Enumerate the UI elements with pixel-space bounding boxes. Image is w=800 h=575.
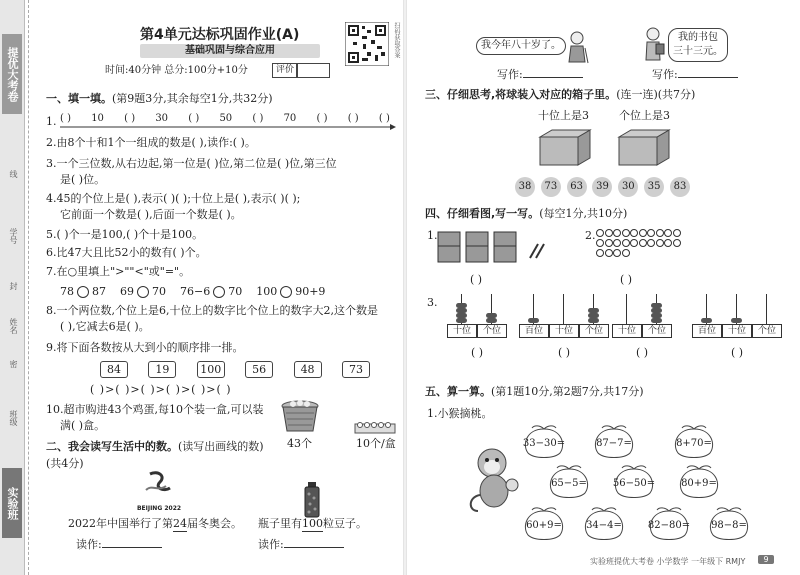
counting-circle <box>639 239 647 247</box>
peach-expression: 8+70= <box>676 438 712 449</box>
number-line-blank[interactable]: ( ) <box>188 113 200 124</box>
abacus-bead <box>588 313 599 318</box>
read-label-2: 读作: <box>258 538 344 552</box>
compare-circle[interactable] <box>77 286 89 298</box>
abacus-bead <box>456 308 467 313</box>
peach[interactable] <box>520 507 568 541</box>
abacus-answer[interactable]: ( ) <box>557 346 571 359</box>
counting-circle <box>673 239 681 247</box>
number-card: 84 <box>100 361 128 378</box>
number-line-blank[interactable]: ( ) <box>60 113 71 124</box>
compare-left: 100 <box>256 285 278 298</box>
abacus-bead <box>486 313 497 318</box>
egg-box-image <box>354 420 396 434</box>
q7: 7.在○里填上">""<"或"="。 <box>46 265 191 278</box>
counting-circle <box>622 239 630 247</box>
spine-seal-label: 封 <box>9 282 18 290</box>
speech-bubble-child: 我的书包 三十三元。 <box>668 28 728 62</box>
abacus-rod <box>563 294 564 324</box>
place-label: 十位 <box>447 324 477 338</box>
grandpa-image <box>565 30 589 64</box>
abacus-rod <box>766 294 767 324</box>
number-line-blank[interactable]: ( ) <box>124 113 136 124</box>
place-label: 百位 <box>692 324 722 338</box>
winter-olympics-logo: BEIJING 2022 <box>136 470 182 510</box>
place-label: 十位 <box>612 324 642 338</box>
compare-right: 70 <box>228 285 243 298</box>
number-card: 56 <box>245 361 273 378</box>
counting-circles-image <box>596 229 682 259</box>
qr-caption: 扫码获取答案 <box>393 22 400 58</box>
compare-left: 76−6 <box>180 285 211 298</box>
number-line-blank[interactable]: ( ) <box>378 113 390 124</box>
compare-left: 69 <box>120 285 134 298</box>
q4-cont[interactable]: 它前面一个数是( ),后面一个数是( )。 <box>60 208 242 221</box>
box2-label: 个位上是3 <box>619 109 670 122</box>
abacus <box>692 292 782 360</box>
page-subtitle: 基础巩固与综合应用 <box>140 44 320 58</box>
s4-q3-label: 3. <box>427 296 438 309</box>
write-label-2: 写作: <box>652 68 738 82</box>
peach-expression: 34−4= <box>586 520 622 531</box>
monkey-image <box>466 445 526 515</box>
abacus <box>519 292 609 360</box>
counting-circle <box>673 229 681 237</box>
s4-q1-label: 1. <box>427 229 438 242</box>
brand-label-bottom: 实验班 <box>2 468 22 538</box>
section5-heading: 五、算一算。(第1题10分,第2题7分,共17分) <box>425 385 644 398</box>
abacus-bead <box>528 318 539 323</box>
counting-circle <box>630 229 638 237</box>
q9: 9.将下面各数按从大到小的顺序排一排。 <box>46 341 244 354</box>
peach-group <box>520 425 747 545</box>
q8[interactable]: 8.一个两位数,个位上是6,十位上的数字比个位上的数字大2,这个数是 <box>46 304 378 317</box>
compare-circle[interactable] <box>280 286 292 298</box>
abacus-bead <box>651 313 662 318</box>
peach-expression: 87−7= <box>596 438 632 449</box>
number-line-blank[interactable]: ( ) <box>316 113 328 124</box>
peach[interactable] <box>610 465 658 499</box>
section3-heading: 三、仔细思考,将球装入对应的箱子里。(连一连)(共7分) <box>425 88 696 101</box>
q3-cont[interactable]: 是( )位。 <box>60 173 106 186</box>
counting-circle <box>613 239 621 247</box>
ball-row <box>515 177 690 199</box>
number-card: 100 <box>197 361 225 378</box>
speech-bubble-grandpa: 我今年八十岁了。 <box>476 37 566 55</box>
abacus <box>612 292 672 360</box>
counting-circle <box>596 229 604 237</box>
peach[interactable] <box>545 465 593 499</box>
olympics-sentence: 2022年中国举行了第24届冬奥会。 <box>68 517 242 530</box>
q4[interactable]: 4.45的个位上是( ),表示( )( );十位上是( ),表示( )( ); <box>46 192 301 205</box>
q9-order-blanks[interactable]: ( )>( )>( )>( )>( )>( ) <box>90 383 232 396</box>
peach-expression: 60+9= <box>526 520 562 531</box>
counting-circle <box>656 239 664 247</box>
peach[interactable] <box>670 425 718 459</box>
counting-circle <box>656 229 664 237</box>
q1-label: 1. <box>46 115 57 128</box>
section2-score: (共4分) <box>46 457 84 470</box>
peach-expression: 56−50= <box>612 478 656 489</box>
page-title: 第4单元达标巩固作业(A) <box>140 27 300 43</box>
counting-circle <box>622 229 630 237</box>
abacus-bead <box>731 318 742 323</box>
box1-image[interactable] <box>538 127 592 167</box>
compare-circle[interactable] <box>137 286 149 298</box>
abacus-answer[interactable]: ( ) <box>635 346 649 359</box>
number-card: 19 <box>148 361 176 378</box>
peach[interactable] <box>590 425 638 459</box>
counting-circle <box>605 239 613 247</box>
child-image <box>640 26 666 62</box>
place-label: 百位 <box>519 324 549 338</box>
s4-q2-label: 2. <box>585 229 596 242</box>
s4-q2-answer[interactable]: ( ) <box>620 273 633 286</box>
number-line-blank[interactable]: ( ) <box>252 113 264 124</box>
number-card: 48 <box>294 361 322 378</box>
bean-bottle-image <box>302 482 322 518</box>
spine-number-label: 学号 <box>9 228 18 244</box>
number-card: 73 <box>342 361 370 378</box>
ball[interactable]: 30 <box>618 177 638 197</box>
ball[interactable]: 35 <box>644 177 664 197</box>
abacus-bead <box>588 308 599 313</box>
abacus-bead <box>486 318 497 323</box>
number-line-value: 70 <box>283 113 297 124</box>
abacus-bead <box>651 308 662 313</box>
ball[interactable]: 38 <box>515 177 535 197</box>
place-label: 十位 <box>549 324 579 338</box>
section5-sub1: 1.小猴摘桃。 <box>427 407 493 420</box>
q3[interactable]: 3.一个三位数,从右边起,第一位是( )位,第二位是( )位,第三位 <box>46 157 337 170</box>
ball[interactable]: 83 <box>670 177 690 197</box>
section2-heading: 二、我会读写生活中的数。(读写出画线的数) <box>46 440 264 453</box>
peach-expression: 65−5= <box>551 478 587 489</box>
q7-comparisons[interactable] <box>60 285 325 299</box>
section1-heading: 一、填一填。(第9题3分,其余每空1分,共32分) <box>46 92 273 105</box>
page-number: 9 <box>758 555 774 564</box>
footer-text: 实验班提优大考卷 小学数学 一年级下 RMJY <box>590 557 746 566</box>
write-label-1: 写作: <box>497 68 583 82</box>
counting-circle <box>630 239 638 247</box>
peach-expression: 80+9= <box>681 478 717 489</box>
peach-expression: 98−8= <box>711 520 747 531</box>
counting-circle <box>664 239 672 247</box>
abacus-bead <box>701 318 712 323</box>
peach-expression: 33−30= <box>522 438 566 449</box>
counting-circle <box>605 229 613 237</box>
ball[interactable]: 63 <box>567 177 587 197</box>
score-label: 评价 <box>272 63 298 78</box>
counting-circle <box>613 229 621 237</box>
compare-right: 70 <box>152 285 166 298</box>
counting-circle <box>605 249 613 257</box>
abacus-bead <box>651 303 662 308</box>
counting-circle <box>647 239 655 247</box>
peach[interactable] <box>675 465 723 499</box>
counting-circle <box>647 229 655 237</box>
abacus-bead <box>456 313 467 318</box>
number-line <box>60 112 396 132</box>
spine-secret-label: 密 <box>9 360 18 368</box>
compare-right: 87 <box>92 285 106 298</box>
abacus-bead <box>651 318 662 323</box>
q10-cont[interactable]: 满( )盒。 <box>60 419 106 432</box>
brand-label: 提优大考卷 <box>2 34 22 114</box>
bottle-sentence: 瓶子里有100粒豆子。 <box>258 517 367 530</box>
section4-heading: 四、仔细看图,写一写。(每空1分,共10分) <box>425 207 628 220</box>
q2[interactable]: 2.由8个十和1个一组成的数是( ),读作:( )。 <box>46 136 256 149</box>
counting-circle <box>639 229 647 237</box>
q6[interactable]: 6.比47大且比52小的数有( )个。 <box>46 246 207 259</box>
score-box[interactable] <box>296 63 330 78</box>
bundled-sticks-image <box>436 226 552 266</box>
abacus-group <box>447 292 777 372</box>
number-line-value: 10 <box>91 113 104 124</box>
q8-cont[interactable]: ( ),它减去6是( )。 <box>60 320 150 333</box>
abacus-answer[interactable]: ( ) <box>470 346 484 359</box>
compare-circle[interactable] <box>213 286 225 298</box>
abacus-bead <box>456 318 467 323</box>
box1-label: 十位上是3 <box>538 109 589 122</box>
spine-class-label: 班级 <box>9 410 18 426</box>
abacus-bead <box>456 303 467 308</box>
abacus-rod <box>626 294 627 324</box>
place-label: 个位 <box>752 324 782 338</box>
q9-number-cards <box>100 361 370 377</box>
place-label: 个位 <box>579 324 609 338</box>
number-line-value: 50 <box>219 113 233 124</box>
spine-line-label: 线 <box>9 170 18 178</box>
counting-circle <box>664 229 672 237</box>
counting-circle <box>622 249 630 257</box>
compare-left: 78 <box>60 285 74 298</box>
place-label: 个位 <box>477 324 507 338</box>
basket-caption: 43个 <box>287 437 312 450</box>
exam-info: 时间:40分钟 总分:100分+10分 <box>105 65 248 76</box>
q5[interactable]: 5.( )个一是100,( )个十是100。 <box>46 228 204 241</box>
cut-line <box>28 0 29 575</box>
q10[interactable]: 10.超市购进43个鸡蛋,每10个装一盒,可以装 <box>46 403 264 416</box>
box2-image[interactable] <box>617 127 671 167</box>
read-label-1: 读作: <box>76 538 162 552</box>
box-caption: 10个/盒 <box>356 437 396 450</box>
number-line-value: 30 <box>155 113 169 124</box>
abacus-answer[interactable]: ( ) <box>730 346 744 359</box>
peach-expression: 82−80= <box>647 520 691 531</box>
counting-circle <box>613 249 621 257</box>
number-line-blank[interactable]: ( ) <box>347 113 359 124</box>
page-fold <box>403 0 407 575</box>
peach[interactable] <box>645 507 693 541</box>
ball[interactable]: 73 <box>541 177 561 197</box>
abacus-bead <box>588 318 599 323</box>
ball[interactable]: 39 <box>592 177 612 197</box>
counting-circle <box>596 249 604 257</box>
place-label: 十位 <box>722 324 752 338</box>
spine-name-label: 姓名 <box>9 318 18 334</box>
counting-circle <box>596 239 604 247</box>
egg-basket-image <box>280 398 320 434</box>
peach[interactable] <box>580 507 628 541</box>
s4-q1-answer[interactable]: ( ) <box>470 273 483 286</box>
abacus <box>447 292 507 360</box>
place-label: 个位 <box>642 324 672 338</box>
qr-code[interactable] <box>345 22 389 66</box>
peach[interactable] <box>705 507 753 541</box>
peach[interactable] <box>520 425 568 459</box>
compare-right: 90+9 <box>295 285 326 298</box>
